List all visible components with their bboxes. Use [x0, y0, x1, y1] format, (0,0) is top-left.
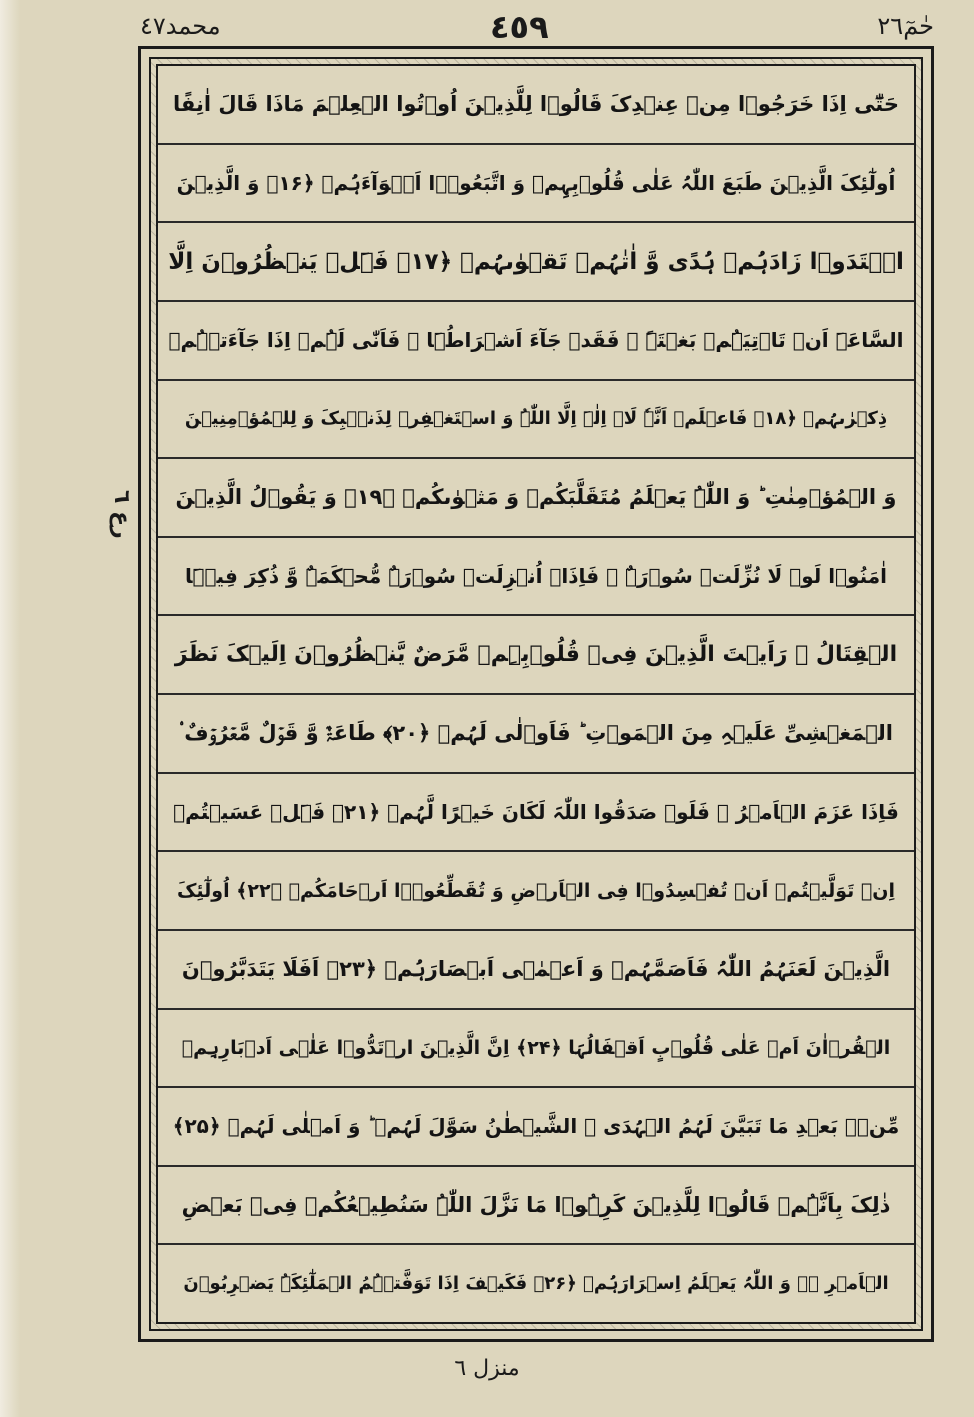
verse-line: مِّنۡۢ بَعۡدِ مَا تَبَیَّنَ لَہُمُ الۡہُدَی ۙ الشَّیۡطٰنُ سَوَّلَ لَہُمۡ ؕ وَ اَمۡلٰی لَہُمۡ ﴿۲۵﴾	[158, 1088, 914, 1167]
verse-line: اہۡتَدَوۡا زَادَہُمۡ ہُدًی وَّ اٰتٰہُمۡ تَقۡوٰىہُمۡ ﴿۱۷﴾ فَہَلۡ یَنۡظُرُوۡنَ اِلَّا	[158, 223, 914, 302]
page-header	[120, 6, 934, 46]
verse-line: حَتّٰٓی اِذَا خَرَجُوۡا مِنۡ عِنۡدِکَ قَالُوۡا لِلَّذِیۡنَ اُوۡتُوا الۡعِلۡمَ مَاذَا قَالَ اٰنِفًا	[158, 66, 914, 145]
manzil-footer: منزل ٦	[454, 1356, 520, 1381]
verse-line: الۡمَغۡشِیِّ عَلَیۡہِ مِنَ الۡمَوۡتِ ؕ فَاَوۡلٰی لَہُمۡ ﴿۲۰﴾ طَاعَۃٌ وَّ قَوۡلٌ مَّعۡرُوۡفٌ ۟	[158, 695, 914, 774]
verse-line: اِنۡ تَوَلَّیۡتُمۡ اَنۡ تُفۡسِدُوۡا فِی الۡاَرۡضِ وَ تُقَطِّعُوۡۤا اَرۡحَامَکُمۡ ﴿۲۲﴾ اُولٰٓئِکَ	[158, 852, 914, 931]
verse-line: ذِکۡرٰىہُمۡ ﴿۱۸﴾ فَاعۡلَمۡ اَنَّہٗ لَاۤ اِلٰہَ اِلَّا اللّٰہُ وَ اسۡتَغۡفِرۡ لِذَنۡۢبِکَ وَ لِلۡمُؤۡمِنِیۡنَ	[158, 381, 914, 460]
verse-line: السَّاعَۃَ اَنۡ تَاۡتِیَہُمۡ بَغۡتَۃً ۚ فَقَدۡ جَآءَ اَشۡرَاطُہَا ۚ فَاَنّٰی لَہُمۡ اِذَا جَآءَتۡہُمۡ	[158, 302, 914, 381]
ruku-marker: رع ٦	[109, 490, 134, 539]
verse-line: اُولٰٓئِکَ الَّذِیۡنَ طَبَعَ اللّٰہُ عَلٰی قُلُوۡبِہِمۡ وَ اتَّبَعُوۡۤا اَہۡوَآءَہُمۡ ﴿۱۶﴾ وَ الَّذِیۡنَ	[158, 145, 914, 224]
verse-text-block	[156, 64, 916, 1324]
verse-line: وَ الۡمُؤۡمِنٰتِ ؕ وَ اللّٰہُ یَعۡلَمُ مُتَقَلَّبَکُمۡ وَ مَثۡوٰىکُمۡ ﴿۱۹﴾ وَ یَقُوۡلُ الَّذِیۡنَ	[158, 459, 914, 538]
para-name-header: حٰمٓ٢٦	[877, 12, 934, 40]
surah-name-header: محمد٤٧	[140, 12, 221, 40]
decorative-border	[149, 57, 923, 1331]
verse-line: الَّذِیۡنَ لَعَنَہُمُ اللّٰہُ فَاَصَمَّہُمۡ وَ اَعۡمٰۤی اَبۡصَارَہُمۡ ﴿۲۳﴾ اَفَلَا یَتَدَبَّرُوۡنَ	[158, 931, 914, 1010]
page-number: ٤٥٩	[490, 8, 549, 46]
verse-line: الۡاَمۡرِ ۚۖ وَ اللّٰہُ یَعۡلَمُ اِسۡرَارَہُمۡ ﴿۲۶﴾ فَکَیۡفَ اِذَا تَوَفَّتۡہُمُ الۡمَلٰٓئِکَۃُ یَضۡرِبُوۡنَ	[183, 1273, 889, 1295]
verse-line: الۡقُرۡاٰنَ اَمۡ عَلٰی قُلُوۡبٍ اَقۡفَالُہَا ﴿۲۴﴾ اِنَّ الَّذِیۡنَ ارۡتَدُّوۡا عَلٰۤی اَدۡبَارِہِمۡ	[158, 1010, 914, 1089]
verse-line: ذٰلِکَ بِاَنَّہُمۡ قَالُوۡا لِلَّذِیۡنَ کَرِہُوۡا مَا نَزَّلَ اللّٰہُ سَنُطِیۡعُکُمۡ فِیۡ بَعۡضِ	[158, 1167, 914, 1246]
verse-line: فَاِذَا عَزَمَ الۡاَمۡرُ ۟ فَلَوۡ صَدَقُوا اللّٰہَ لَکَانَ خَیۡرًا لَّہُمۡ ﴿۲۱﴾ فَہَلۡ عَسَیۡتُمۡ	[158, 774, 914, 853]
verse-line: الۡقِتَالُ ۙ رَاَیۡتَ الَّذِیۡنَ فِیۡ قُلُوۡبِہِمۡ مَّرَضٌ یَّنۡظُرُوۡنَ اِلَیۡکَ نَظَرَ	[158, 616, 914, 695]
text-frame	[138, 46, 934, 1342]
verse-line: اٰمَنُوۡا لَوۡ لَا نُزِّلَتۡ سُوۡرَۃٌ ۚ فَاِذَاۤ اُنۡزِلَتۡ سُوۡرَۃٌ مُّحۡکَمَۃٌ وَّ ذُکِرَ فِیۡہَا	[158, 538, 914, 617]
